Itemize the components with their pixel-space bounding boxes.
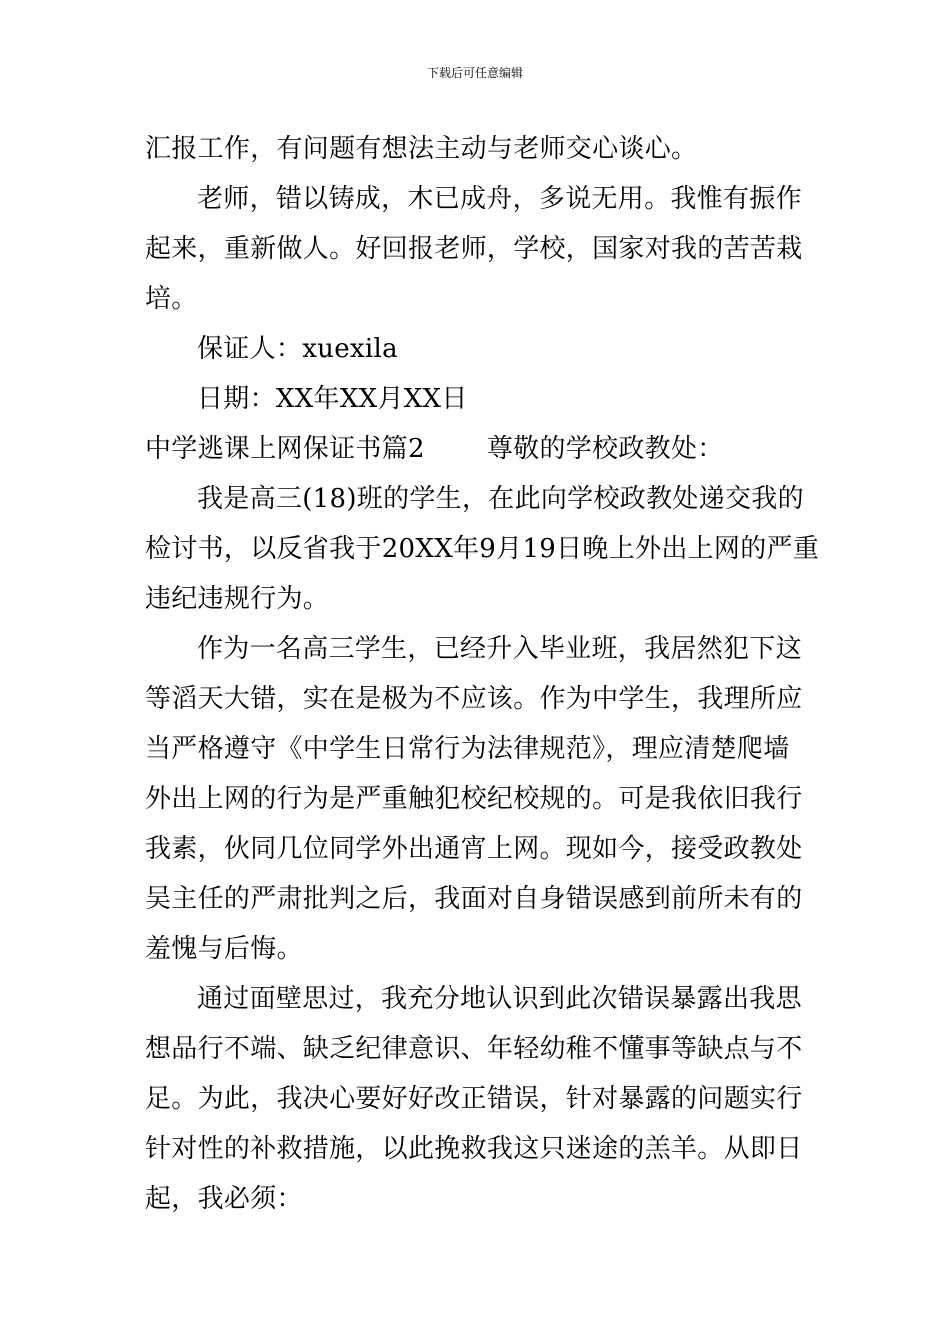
text-line: 汇报工作，有问题有想法主动与老师交心谈心。 [145, 134, 698, 164]
section-heading [145, 424, 810, 474]
text-line: 足。为此，我决心要好好改正错误，针对暴露的问题实行 [145, 1084, 803, 1114]
text-line: 起来，重新做人。好回报老师，学校，国家对我的苦苦栽 [145, 234, 803, 264]
text-line: 违纪违规行为。 [145, 584, 330, 614]
text-line: 作为一名高三学生，已经升入毕业班，我居然犯下这 [197, 634, 802, 664]
text-line: 起，我必须： [145, 1184, 303, 1214]
text-line: 等滔天大错，实在是极为不应该。作为中学生，我理所应 [145, 684, 803, 714]
text-line: 我素，伙同几位同学外出通宵上网。现如今，接受政教处 [145, 834, 803, 864]
document-body [145, 124, 820, 1224]
text-line: 老师，错以铸成，木已成舟，多说无用。我惟有振作 [197, 184, 802, 214]
text-line: 检讨书，以反省我于20XX年9月19日晚上外出上网的严重 [145, 534, 820, 564]
text-line: 培。 [145, 284, 198, 314]
text-line: 外出上网的行为是严重触犯校纪校规的。可是我依旧我行 [145, 784, 803, 814]
page-header: 下载后可任意编辑 [426, 66, 523, 80]
text-line: 针对性的补救措施，以此挽救我这只迷途的羔羊。从即日 [145, 1134, 803, 1164]
text-line: 想品行不端、缺乏纪律意识、年轻幼稚不懂事等缺点与不 [145, 1034, 803, 1064]
text-line: 当严格遵守《中学生日常行为法律规范》，理应清楚爬墙 [145, 734, 790, 764]
text-line: 通过面壁思过，我充分地认识到此次错误暴露出我思 [197, 984, 802, 1014]
section-title: 中学逃课上网保证书篇2 [145, 434, 425, 464]
text-line: 吴主任的严肃批判之后，我面对自身错误感到前所未有的 [145, 884, 803, 914]
text-line: 我是高三(18)班的学生，在此向学校政教处递交我的 [197, 484, 804, 514]
text-line: 羞愧与后悔。 [145, 934, 303, 964]
salutation: 尊敬的学校政教处： [486, 434, 724, 464]
date-line: 日期：XX年XX月XX日 [197, 384, 468, 414]
guarantor-line: 保证人：xuexila [197, 334, 398, 364]
